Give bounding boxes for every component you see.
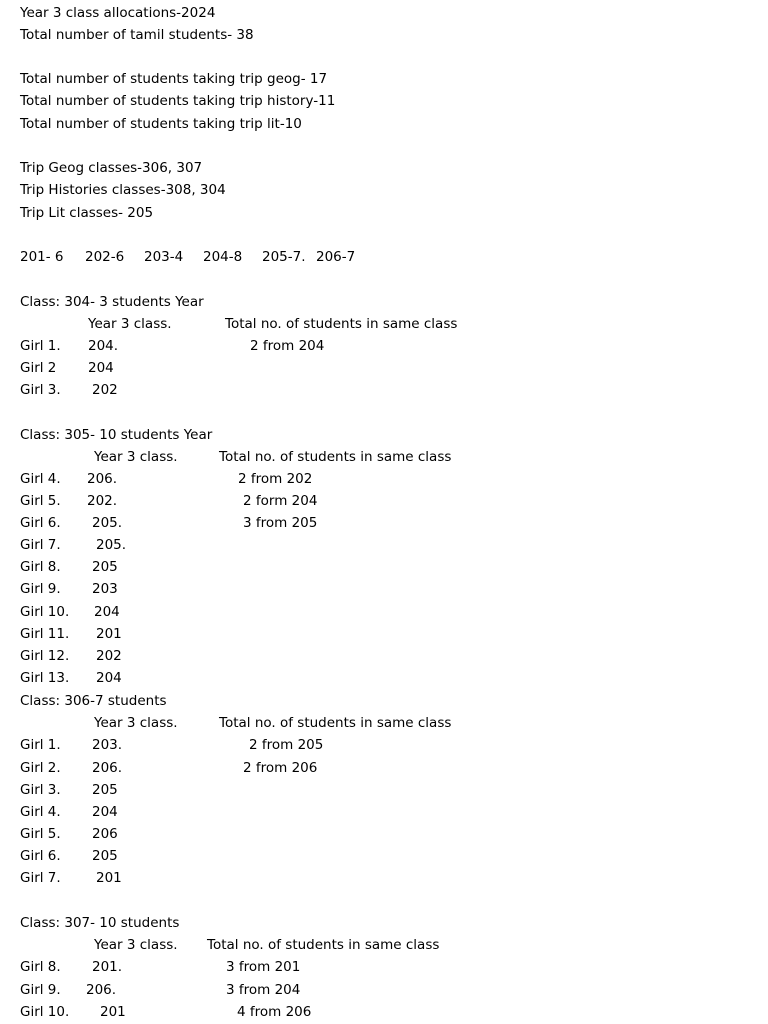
table-row bbox=[0, 823, 768, 845]
year3-class-value: 203. bbox=[92, 737, 123, 753]
total-same-class-value: 3 from 205 bbox=[243, 515, 318, 531]
year3-class-counts bbox=[0, 246, 768, 268]
girl-label: Girl 1. bbox=[20, 737, 61, 753]
year3-class-value: 205 bbox=[92, 848, 118, 864]
year3-class-value: 205. bbox=[92, 515, 123, 531]
girl-label: Girl 8. bbox=[20, 959, 61, 975]
count-205: 205-7. bbox=[262, 249, 306, 265]
column-header-total: Total no. of students in same class bbox=[219, 715, 452, 731]
table-row bbox=[0, 1001, 768, 1023]
girl-label: Girl 3. bbox=[20, 782, 61, 798]
year3-class-value: 201 bbox=[100, 1004, 126, 1020]
table-row bbox=[0, 468, 768, 490]
column-header-total: Total no. of students in same class bbox=[207, 937, 440, 953]
trip-classes-lit: Trip Lit classes- 205 bbox=[20, 205, 154, 221]
section-header-305 bbox=[0, 446, 768, 468]
count-203: 203-4 bbox=[144, 249, 184, 265]
trip-total-history: Total number of students taking trip history-11 bbox=[20, 93, 336, 109]
trip-classes-histories: Trip Histories classes-308, 304 bbox=[20, 182, 226, 198]
table-row bbox=[0, 779, 768, 801]
table-row bbox=[0, 979, 768, 1001]
year3-class-value: 205 bbox=[92, 782, 118, 798]
table-row bbox=[0, 645, 768, 667]
girl-label: Girl 4. bbox=[20, 471, 61, 487]
table-row bbox=[0, 490, 768, 512]
year3-class-value: 201. bbox=[92, 959, 123, 975]
girl-label: Girl 11. bbox=[20, 626, 70, 642]
count-206: 206-7 bbox=[316, 249, 356, 265]
girl-label: Girl 13. bbox=[20, 670, 70, 686]
year3-class-value: 204. bbox=[88, 338, 119, 354]
section-title-307: Class: 307- 10 students bbox=[20, 915, 180, 931]
table-row bbox=[0, 867, 768, 889]
section-title-305: Class: 305- 10 students Year bbox=[20, 427, 213, 443]
table-row bbox=[0, 578, 768, 600]
year3-class-value: 206. bbox=[87, 471, 118, 487]
total-same-class-value: 3 from 204 bbox=[226, 982, 301, 998]
total-tamil-students: Total number of tamil students- 38 bbox=[20, 27, 254, 43]
column-header-total: Total no. of students in same class bbox=[225, 316, 458, 332]
year3-class-value: 202. bbox=[87, 493, 118, 509]
year3-class-value: 201 bbox=[96, 626, 122, 642]
year3-class-value: 204 bbox=[88, 360, 114, 376]
column-header-year3: Year 3 class. bbox=[94, 715, 178, 731]
girl-label: Girl 8. bbox=[20, 559, 61, 575]
table-row bbox=[0, 667, 768, 689]
column-header-total: Total no. of students in same class bbox=[219, 449, 452, 465]
girl-label: Girl 1. bbox=[20, 338, 61, 354]
table-row bbox=[0, 357, 768, 379]
year3-class-value: 206. bbox=[92, 760, 123, 776]
girl-label: Girl 12. bbox=[20, 648, 70, 664]
table-row bbox=[0, 956, 768, 978]
year3-class-value: 205 bbox=[92, 559, 118, 575]
year3-class-value: 205. bbox=[96, 537, 127, 553]
section-header-304 bbox=[0, 313, 768, 335]
count-201: 201- 6 bbox=[20, 249, 64, 265]
total-same-class-value: 2 from 205 bbox=[249, 737, 324, 753]
table-row bbox=[0, 534, 768, 556]
column-header-year3: Year 3 class. bbox=[88, 316, 172, 332]
count-204: 204-8 bbox=[203, 249, 243, 265]
year3-class-value: 203 bbox=[92, 581, 118, 597]
table-row bbox=[0, 734, 768, 756]
table-row bbox=[0, 801, 768, 823]
girl-label: Girl 2 bbox=[20, 360, 57, 376]
section-header-307 bbox=[0, 934, 768, 956]
total-same-class-value: 2 from 204 bbox=[250, 338, 325, 354]
year3-class-value: 201 bbox=[96, 870, 122, 886]
table-row bbox=[0, 335, 768, 357]
trip-classes-geog: Trip Geog classes-306, 307 bbox=[20, 160, 203, 176]
year3-class-value: 202 bbox=[92, 382, 118, 398]
table-row bbox=[0, 757, 768, 779]
section-title-304: Class: 304- 3 students Year bbox=[20, 294, 204, 310]
total-same-class-value: 2 from 202 bbox=[238, 471, 313, 487]
girl-label: Girl 6. bbox=[20, 848, 61, 864]
girl-label: Girl 5. bbox=[20, 826, 61, 842]
column-header-year3: Year 3 class. bbox=[94, 449, 178, 465]
girl-label: Girl 9. bbox=[20, 581, 61, 597]
column-header-year3: Year 3 class. bbox=[94, 937, 178, 953]
total-same-class-value: 4 from 206 bbox=[237, 1004, 312, 1020]
girl-label: Girl 2. bbox=[20, 760, 61, 776]
table-row bbox=[0, 512, 768, 534]
girl-label: Girl 6. bbox=[20, 515, 61, 531]
table-row bbox=[0, 601, 768, 623]
girl-label: Girl 10. bbox=[20, 1004, 70, 1020]
year3-class-value: 204 bbox=[92, 804, 118, 820]
girl-label: Girl 10. bbox=[20, 604, 70, 620]
total-same-class-value: 2 from 206 bbox=[243, 760, 318, 776]
girl-label: Girl 7. bbox=[20, 537, 61, 553]
section-title-306: Class: 306-7 students bbox=[20, 693, 167, 709]
girl-label: Girl 4. bbox=[20, 804, 61, 820]
total-same-class-value: 3 from 201 bbox=[226, 959, 301, 975]
table-row bbox=[0, 623, 768, 645]
table-row bbox=[0, 845, 768, 867]
year3-class-value: 202 bbox=[96, 648, 122, 664]
girl-label: Girl 9. bbox=[20, 982, 61, 998]
document-title: Year 3 class allocations-2024 bbox=[20, 5, 216, 21]
girl-label: Girl 3. bbox=[20, 382, 61, 398]
girl-label: Girl 5. bbox=[20, 493, 61, 509]
girl-label: Girl 7. bbox=[20, 870, 61, 886]
table-row bbox=[0, 379, 768, 401]
trip-total-lit: Total number of students taking trip lit-10 bbox=[20, 116, 302, 132]
total-same-class-value: 2 form 204 bbox=[243, 493, 318, 509]
year3-class-value: 204 bbox=[96, 670, 122, 686]
year3-class-value: 206. bbox=[86, 982, 117, 998]
table-row bbox=[0, 556, 768, 578]
count-202: 202-6 bbox=[85, 249, 125, 265]
trip-total-geog: Total number of students taking trip geog- 17 bbox=[20, 71, 328, 87]
year3-class-value: 206 bbox=[92, 826, 118, 842]
year3-class-value: 204 bbox=[94, 604, 120, 620]
section-header-306 bbox=[0, 712, 768, 734]
